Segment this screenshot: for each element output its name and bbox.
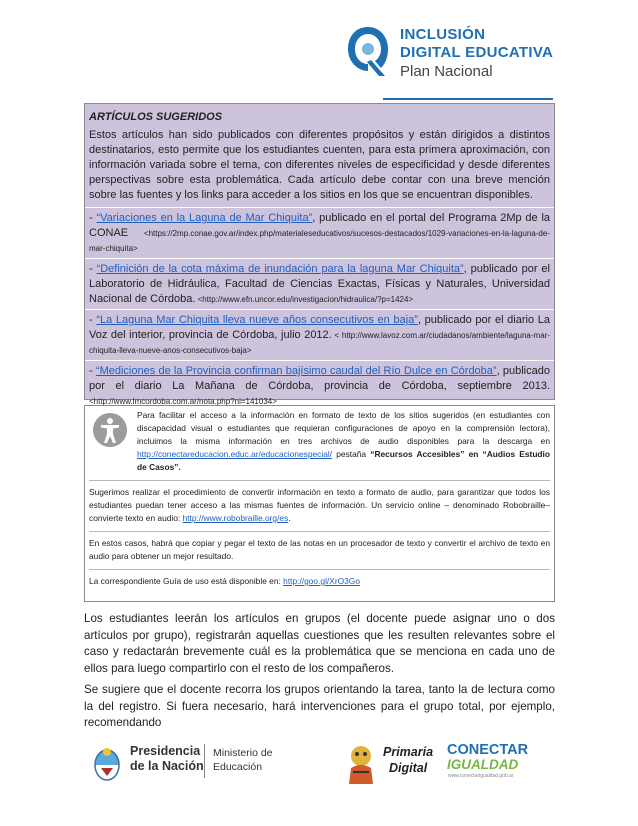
conectar-educacion-link[interactable]: http://conectareducacion.educ.ar/educacionespecial/	[137, 449, 333, 459]
presidencia-line2: de la Nación	[130, 759, 204, 773]
robobraille-paragraph	[85, 486, 554, 525]
article-item	[85, 207, 554, 258]
conectar-url: www.conectarigualdad.gob.ar	[448, 773, 514, 779]
ministerio-line1: Ministerio de	[213, 747, 273, 759]
article-source: , publicado por el diario La Mañana de Córdoba, provincia de Córdoba, septiembre 2013.	[89, 365, 550, 392]
robobraille-text: Sugerimos realizar el procedimiento de convertir información en texto a formato de audio, para garantizar que todos los estudiantes puedan tener acceso a las mismas fuentes de información. Un servicio online – denominado Robobraille– convierte texto en audio:	[89, 487, 550, 523]
robobraille-link[interactable]: http://www.robobraille.org/es	[182, 513, 289, 523]
article-url[interactable]: <https://2mp.conae.gov.ar/index.php/materialeseducativos/sucesos-destacados/1029-variaciones-en-la-laguna-de-mar-chiquita>	[89, 229, 550, 253]
article-item	[85, 309, 554, 360]
article-source: , publicado en el portal del Programa 2Mp de la CONAE	[89, 212, 550, 239]
primaria-line2: Digital	[389, 761, 428, 775]
article-dash: -	[89, 365, 96, 377]
suggested-articles-box	[84, 103, 555, 406]
article-source: , publicado por el Laboratorio de Hidráulica, Facultad de Ciencias Exactas, Físicas y Naturales, Universidad Nacional de Córdoba.	[89, 263, 550, 305]
inclusion-emblem-icon	[345, 24, 391, 78]
logo-line-inclusion: INCLUSIÓN	[400, 26, 486, 43]
article-url[interactable]: <http://www.lmcordoba.com.ar/nota.php?ni=141034>	[89, 397, 277, 406]
inclusion-digital-logo	[345, 22, 554, 92]
accessibility-intro	[85, 406, 554, 474]
articles-intro: Estos artículos han sido publicados con diferentes propósitos y están dirigidos a distintos destinatarios, esto permite que los estudiantes cuenten, para esta primera aproximación, con información variada sobre el tema, con diferentes niveles de especificidad y desde diferentes perspectivas sobre esta problemática. Cada artículo debe contar con una breve mención sobre las fuentes y los links para acceder a los sitios en los que se encuentran disponibles.	[89, 129, 550, 201]
primaria-digital-emblem-icon	[343, 742, 379, 786]
argentina-shield-icon	[92, 746, 122, 782]
article-dash: -	[89, 212, 97, 224]
divider	[89, 531, 550, 532]
igualdad-text: IGUALDAD	[447, 757, 519, 772]
article-item	[85, 360, 554, 411]
guide-paragraph	[85, 575, 554, 588]
articles-title: ARTÍCULOS SUGERIDOS	[89, 111, 223, 123]
footer-logos	[0, 740, 638, 810]
article-url[interactable]: < http://www.lavoz.com.ar/ciudadanos/ambiente/laguna-mar-chiquita-lleva-nueve-anos-consecutivos-baja>	[89, 331, 550, 355]
footer-divider	[204, 744, 205, 778]
primaria-line1: Primaria	[383, 745, 434, 759]
article-source: , publicado por el diario La Voz del interior, provincia de Córdoba, julio 2012.	[89, 314, 550, 341]
body-paragraph-2: Se sugiere que el docente recorra los grupos orientando la tarea, tanto la de lectura como la del registro. Si fuera necesario, hará intervenciones para el grupo total, por ejemplo, recomendando	[84, 683, 555, 729]
body-paragraph-1: Los estudiantes leerán los artículos en grupos (el docente puede asignar uno o dos artículos por grupo), registrarán aquellas cuestiones que les resulten relevantes sobre el caso y redactarán brevemente cuál es la problemática que se menciona en cada uno de ellos para luego compartirlo con el resto de los compañeros.	[84, 612, 555, 675]
article-dash: -	[89, 314, 97, 326]
accessibility-intro-bold: “Recursos Accesibles” en “Audios Estudio de Casos”.	[137, 449, 550, 472]
divider	[89, 569, 550, 570]
logo-line-digital-educativa: DIGITAL EDUCATIVA	[400, 44, 554, 61]
article-link-rio-dulce[interactable]: “Mediciones de la Provincia confirman bajísimo caudal del Río Dulce en Córdoba”	[95, 365, 497, 377]
copy-paste-paragraph: En estos casos, habrá que copiar y pegar el texto de las notas en un procesador de texto y convertir el archivo de texto en audio para obtener un mejor resultado.	[89, 538, 550, 561]
accessibility-intro-text: Para facilitar el acceso a la información en formato de texto de los sitios sugeridos (en estudiantes con discapacidad visual o estudiantes que requieran configuraciones de apoyo en la comprensión lectora), incluimos la misma información en tres archivos de audio disponibles para la descarga en	[137, 410, 550, 446]
article-url[interactable]: <http://www.efn.uncor.edu/investigacion/hidraulica/?p=1424>	[195, 295, 414, 304]
ministerio-line2: Educación	[213, 761, 263, 773]
article-link-cota-maxima[interactable]: “Definición de la cota máxima de inundación para la laguna Mar Chiquita”	[96, 263, 464, 275]
article-link-laguna-baja[interactable]: “La Laguna Mar Chiquita lleva nueve años consecutivos en baja”	[96, 314, 418, 326]
article-dash: -	[89, 263, 97, 275]
presidencia-text	[130, 744, 204, 774]
robobraille-period: .	[288, 513, 291, 523]
ministerio-text	[213, 746, 273, 774]
article-item	[85, 258, 554, 309]
accessibility-icon	[93, 413, 127, 447]
presidencia-line1: Presidencia	[130, 744, 201, 758]
accessibility-intro-mid: pestaña	[332, 449, 371, 459]
primaria-digital-text	[383, 744, 433, 776]
guide-link[interactable]: http://goo.gl/XrO3Go	[283, 576, 360, 586]
divider	[89, 480, 550, 481]
logo-line-plan-nacional: Plan Nacional	[400, 63, 493, 80]
article-link-variaciones[interactable]: “Variaciones en la Laguna de Mar Chiquita”	[96, 212, 313, 224]
guide-text: La correspondiente Guía de uso está disponible en:	[89, 576, 284, 586]
header-rule	[383, 98, 553, 100]
accessibility-box	[84, 405, 555, 602]
conectar-text: CONECTAR	[447, 742, 529, 758]
